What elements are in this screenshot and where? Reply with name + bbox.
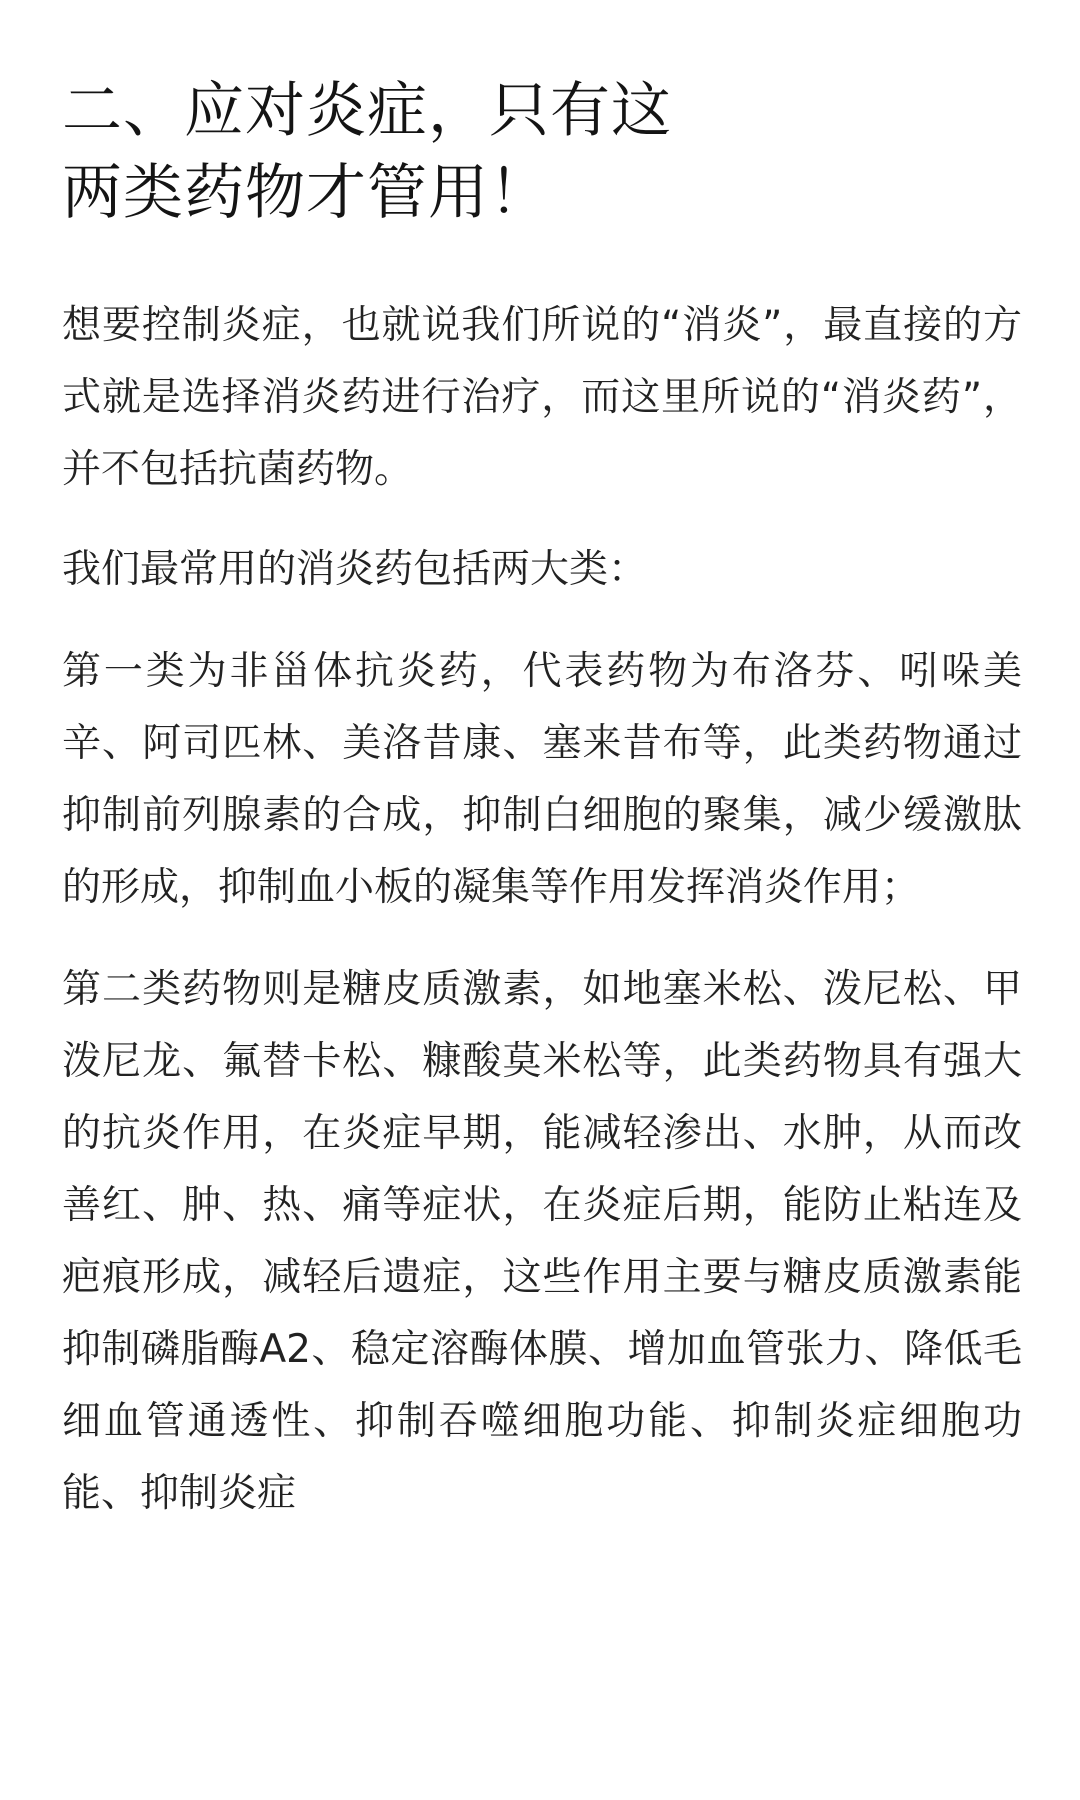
paragraph-anti-inflammation-intro: 想要控制炎症，也就说我们所说的“消炎”，最直接的方式就是选择消炎药进行治疗，而这里所说的“消炎药”，并不包括抗菌药物。: [62, 303, 1022, 492]
article-title-line-2: 两类药物才管用！: [62, 158, 550, 228]
paragraph-two-categories: 我们最常用的消炎药包括两大类：: [62, 547, 648, 592]
paragraph-glucocorticoids: 第二类药物则是糖皮质激素，如地塞米松、泼尼松、甲泼尼龙、氟替卡松、糠酸莫米松等，此类药物具有强大的抗炎作用，在炎症早期，能减轻渗出、水肿，从而改善红、肿、热、痛等症状，在炎症后期，能防止粘连及疤痕形成，减轻后遗症，这些作用主要与糖皮质激素能抑制磷脂酶A2、稳定溶酶体膜、增加血管张力、降低毛细血管通透性、抑制吞噬细胞功能、抑制炎症细胞功能、抑制炎症: [62, 967, 1022, 1516]
article-title: [62, 70, 1022, 234]
article-title-line-1: 二、应对炎症，只有这: [62, 76, 672, 146]
paragraph-nsaids: 第一类为非甾体抗炎药，代表药物为布洛芬、吲哚美辛、阿司匹林、美洛昔康、塞来昔布等，此类药物通过抑制前列腺素的合成，抑制白细胞的聚集，减少缓激肽的形成，抑制血小板的凝集等作用发挥消炎作用；: [62, 649, 1022, 910]
article: [62, 70, 1022, 1530]
